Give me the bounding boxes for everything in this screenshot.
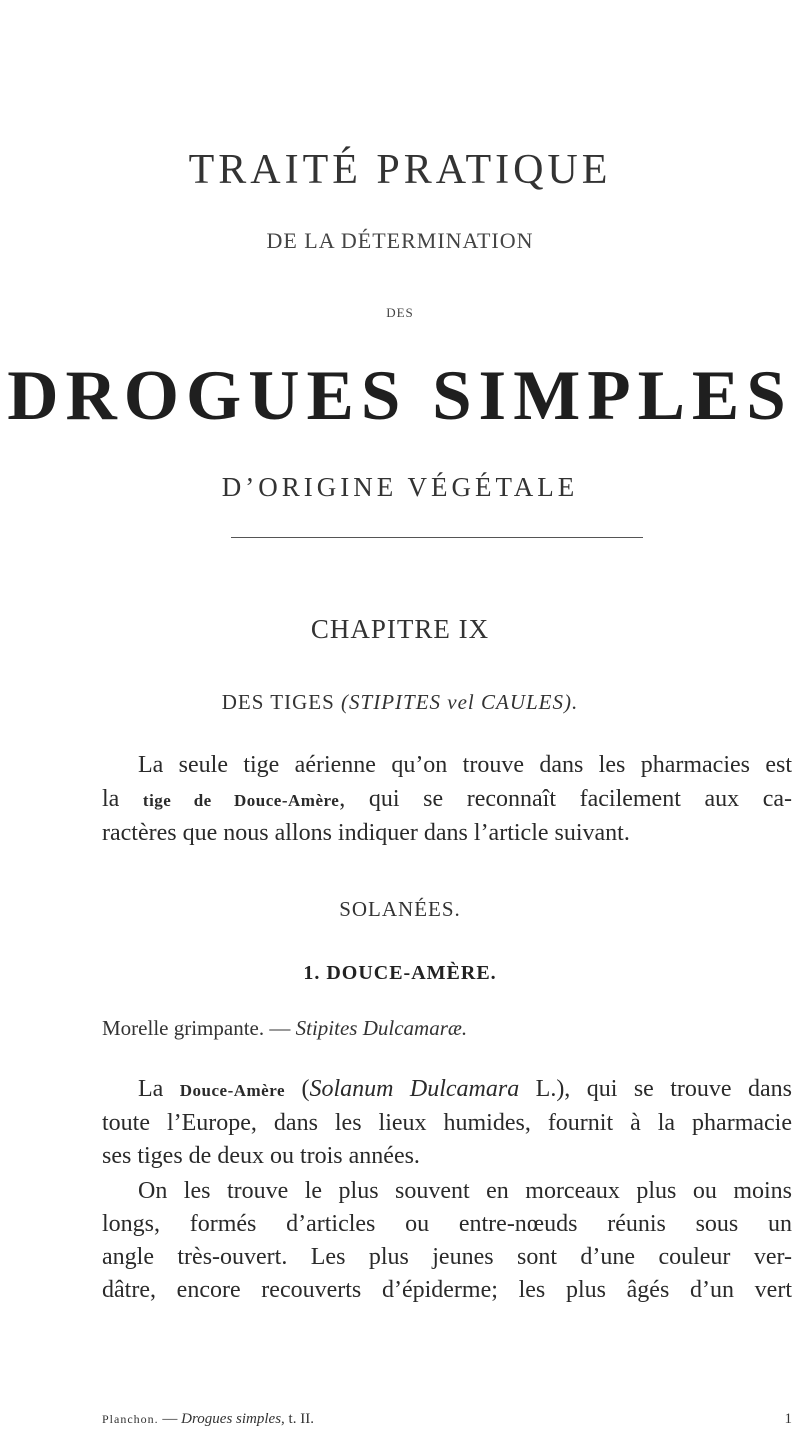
body-line: La Douce-Amère (Solanum Dulcamara L.), qui se trouve dans	[138, 1076, 793, 1102]
body-line: ses tiges de deux ou trois années.	[102, 1143, 420, 1169]
book-title: TRAITÉ PRATIQUE	[188, 147, 612, 193]
chapter-heading: CHAPITRE IX	[310, 614, 490, 644]
body-paragraph-1	[102, 1073, 792, 1173]
page-footer: Planchon. — Drogues simples, t. II. 1	[102, 1411, 792, 1427]
book-subtitle-des: DES	[386, 305, 414, 320]
synonym-latin: Stipites Dulcamaræ.	[295, 1016, 468, 1040]
intro-line: la tige de Douce-Amère, qui se reconnaît facilement aux ca-	[102, 786, 793, 812]
body-paragraph-2	[102, 1175, 792, 1307]
body-line: toute l’Europe, dans les lieux humides, fournit à la pharmacie	[102, 1110, 792, 1136]
body-line: dâtre, encore recouverts d’épiderme; les plus âgés d’un vert	[102, 1277, 792, 1303]
synonym-line: Morelle grimpante. — Stipites Dulcamaræ.	[102, 1016, 468, 1040]
footer-book-title: Drogues simples	[181, 1411, 282, 1427]
chapter-subheading	[0, 690, 800, 715]
body-line: On les trouve le plus souvent en morceaux plus ou moins	[138, 1178, 792, 1204]
intro-line: ractères que nous allons indiquer dans l’article suivant.	[102, 820, 630, 846]
article-heading: 1. DOUCE-AMÈRE.	[303, 962, 497, 984]
title-divider	[231, 537, 643, 538]
book-subtitle-line: DE LA DÉTERMINATION	[266, 228, 534, 253]
chapter-subheading-prefix: DES TIGES	[221, 690, 342, 714]
book-title-large: DROGUES SIMPLES	[7, 357, 793, 435]
intro-line: La seule tige aérienne qu’on trouve dans les pharmacies est	[138, 752, 792, 778]
footer-volume: , t. II.	[281, 1411, 314, 1427]
body-line: longs, formés d’articles ou entre-nœuds réunis sous un	[102, 1211, 792, 1237]
page-number: 1	[784, 1411, 792, 1427]
latin-name: Solanum Dulcamara	[309, 1076, 520, 1102]
emphasis-term: tige de Douce-Amère	[142, 791, 340, 810]
emphasis-term: Douce-Amère	[179, 1081, 286, 1100]
chapter-subheading-latin: (STIPITES vel CAULES).	[341, 690, 579, 714]
footer-author: Planchon.	[102, 1412, 159, 1426]
intro-paragraph	[102, 749, 792, 851]
book-subtitle-origin: D’ORIGINE VÉGÉTALE	[221, 472, 579, 502]
body-line: angle très-ouvert. Les plus jeunes sont d’une couleur ver-	[102, 1244, 792, 1270]
family-heading: SOLANÉES.	[339, 897, 461, 921]
